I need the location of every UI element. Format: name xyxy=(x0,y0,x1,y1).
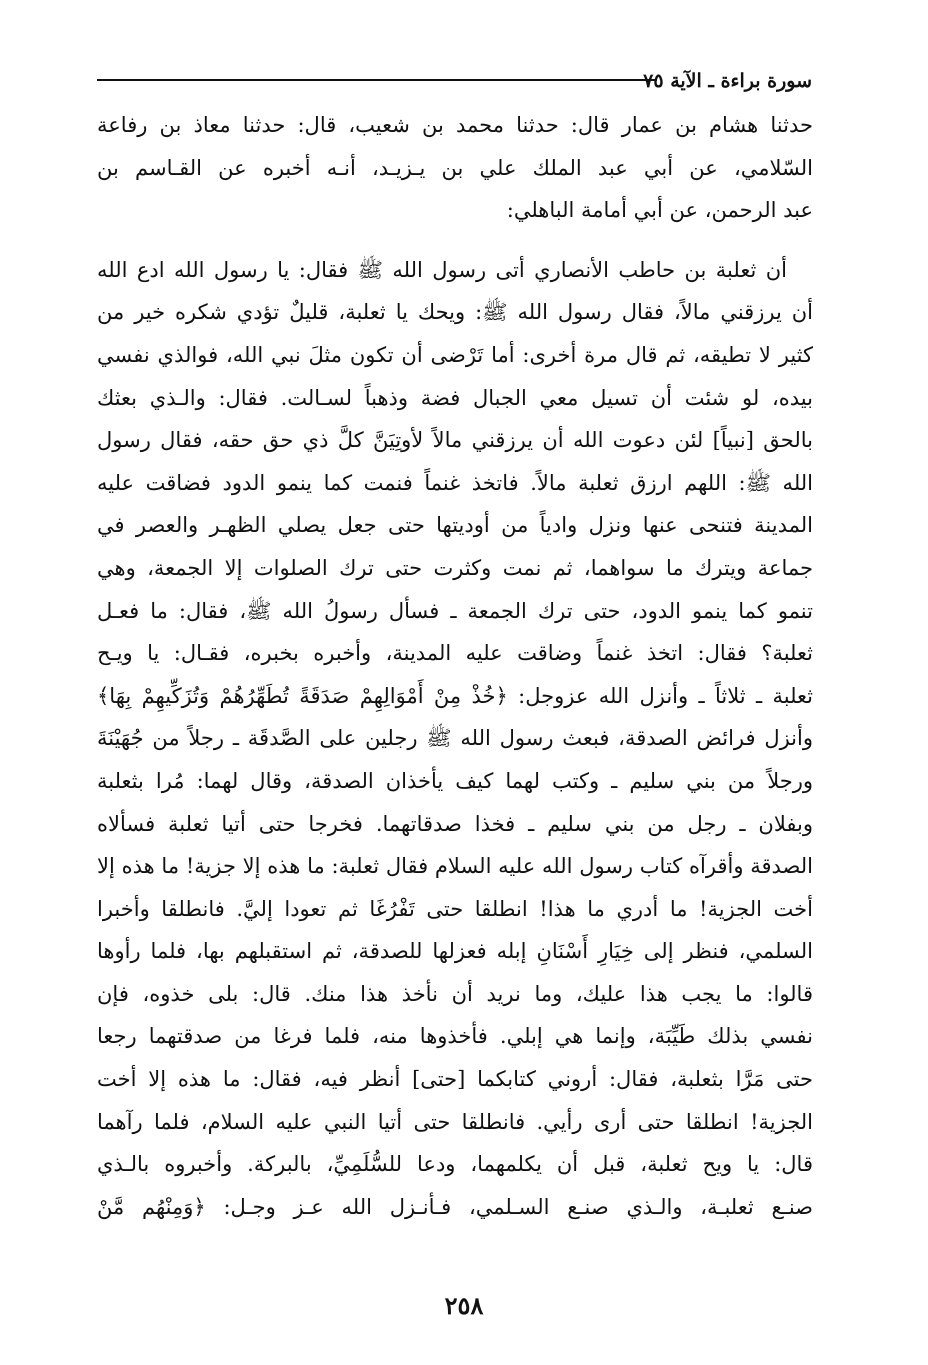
text-line: نفسي بذلك طَيِّبَة، وإنما هي إبلي. فأخذوها منه، فلما فرغا من صدقتهما رجعا xyxy=(97,1024,813,1049)
text-line: أخت الجزية! ما أدري ما هذا! انطلقا حتى تَفْرُغَا ثم تعودا إليَّ. فانطلقا وأخبرا xyxy=(97,896,813,921)
text-line: السلمي، فنظر إلى خِيَارِ أَسْنَانِ إبله فعزلها للصدقة، ثم استقبلهم بها، فلما رأوها xyxy=(97,939,813,964)
text-line: بالحق [نبياً] لئن دعوت الله أن يرزقني مالاً لأوتِيَنَّ كلَّ ذي حق حقه، فقال رسول xyxy=(97,428,813,453)
text-line: كثير لا تطيقه، ثم قال مرة أخرى: أما تَرْضى أن تكون مثلَ نبي الله، فوالذي نفسي xyxy=(97,342,813,367)
page-body xyxy=(97,104,813,1279)
text-line: قالوا: ما يجب هذا عليك، وما نريد أن نأخذ هذا منك. قال: بلى خذوه، فإن xyxy=(97,981,813,1006)
paragraph-spacer xyxy=(97,232,813,249)
text-line: الصدقة وأقرآه كتاب رسول الله عليه السلام فقال ثعلبة: ما هذه إلا جزية! ما هذه إلا xyxy=(97,854,813,879)
text-line: الجزية! انطلقا حتى أرى رأيي. فانطلقا حتى أتيا النبي عليه السلام، فلما رآهما xyxy=(97,1109,813,1134)
text-line: حدثنا هشام بن عمار قال: حدثنا محمد بن شعيب، قال: حدثنا معاذ بن رفاعة xyxy=(97,113,813,137)
text-line: ثعلبة؟ فقال: اتخذ غنماً وضاقت عليه المدينة، وأخبره بخبره، فقـال: يا ويـح xyxy=(97,641,813,666)
page-number: ٢٥٨ xyxy=(444,1291,484,1320)
text-line: حتى مَرَّا بثعلبة، فقال: أروني كتابكما [حتى] أنظر فيه، فقال: ما هذه إلا أخت xyxy=(97,1067,813,1092)
text-line: جماعة ويترك ما سواهما، ثم نمت وكثرت حتى ترك الصلوات إلا الجمعة، وهي xyxy=(97,555,813,580)
text-line: أن يرزقني مالاً، فقال رسول الله ﷺ: ويحك يا ثعلبة، قليلٌ تؤدي شكره خير من xyxy=(97,300,813,325)
hadith-paragraph xyxy=(97,249,813,1229)
text-line: تنمو كما ينمو الدود، حتى ترك الجمعة ـ فسأل رسولُ الله ﷺ، فقال: ما فعـل xyxy=(97,598,813,623)
text-line: السّلامي، عن أبي عبد الملك علي بن يـزيـد، أنـه أخبره عن القـاسم بن xyxy=(97,155,813,180)
isnad-paragraph xyxy=(97,104,813,232)
running-header xyxy=(97,66,812,100)
text-line: الله ﷺ: اللهم ارزق ثعلبة مالاً. فاتخذ غنماً فنمت كما ينمو الدود فضاقت عليه xyxy=(97,470,813,495)
text-line: قال: يا ويح ثعلبة، قبل أن يكلمهما، ودعا للسُّلَمِيِّ، بالبركة. وأخبروه بالـذي xyxy=(97,1152,813,1177)
text-line: عبد الرحمن، عن أبي أمامة الباهلي: xyxy=(506,198,813,223)
quran-verse-line: ثعلبة ـ ثلاثاً ـ وأنزل الله عزوجل: ﴿خُذْ مِنْ أَمْوَالِهِمْ صَدَقَةً تُطَهِّرُهُمْ وَتُزَكِّيهِمْ بِهَا﴾ xyxy=(97,683,813,708)
text-line: أن ثعلبة بن حاطب الأنصاري أتى رسول الله ﷺ فقال: يا رسول الله ادع الله xyxy=(97,257,787,282)
text-line: بيده، لو شئت أن تسيل معي الجبال فضة وذهباً لسـالت. فقال: والـذي بعثك xyxy=(97,385,813,410)
text-line: وأنزل فرائض الصدقة، فبعث رسول الله ﷺ رجلين على الصَّدقَة ـ رجلاً من جُهَيْنَةَ xyxy=(97,726,813,751)
header-rule xyxy=(97,79,657,81)
running-header-title: سورة براءة ـ الآية ٧٥ xyxy=(643,70,812,92)
text-line: وبفلان ـ رجل من بني سليم ـ فخذا صدقاتهما. فخرجا حتى أتيا ثعلبة فسألاه xyxy=(97,811,813,836)
text-line: المدينة فتنحى عنها ونزل وادياً من أوديتها حتى جعل يصلي الظهـر والعصر في xyxy=(97,513,813,538)
quran-verse-line: صنـع ثعلبـة، والـذي صنـع السـلمي، فـأنـزل الله عـز وجـل: ﴿وَمِنْهُم مَّنْ xyxy=(97,1194,813,1219)
text-line: ورجلاً من بني سليم ـ وكتب لهما كيف يأخذان الصدقة، وقال لهما: مُرا بثعلبة xyxy=(97,768,813,793)
